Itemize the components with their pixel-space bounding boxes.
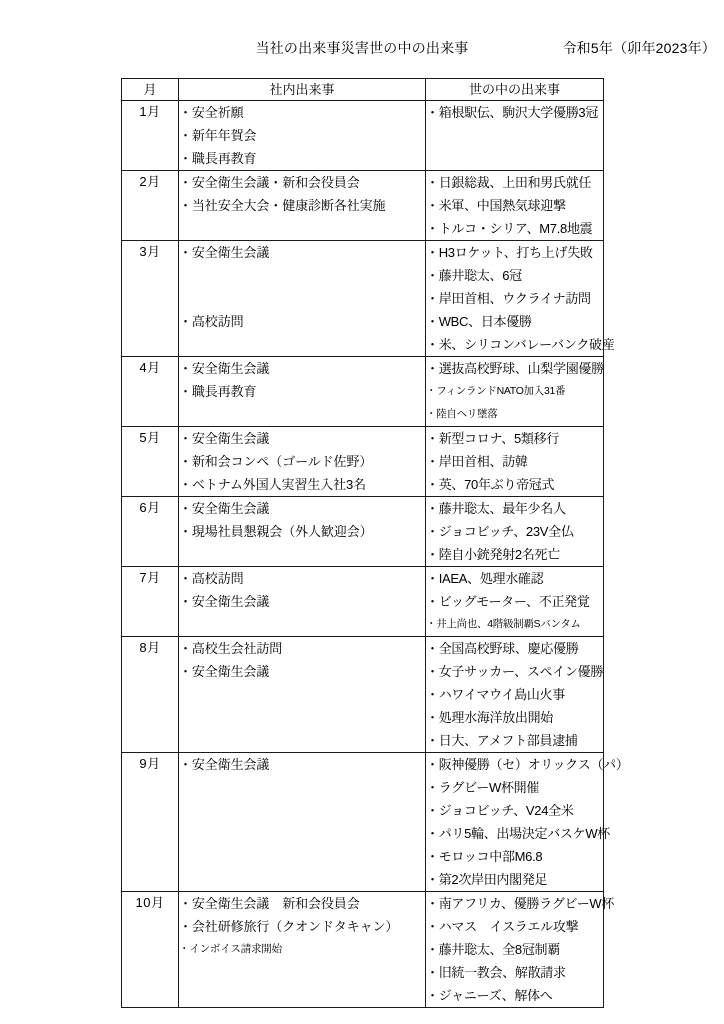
table-row: [122, 753, 604, 892]
bullet-icon: ・: [179, 757, 192, 772]
bullet-icon: ・: [426, 803, 439, 818]
bullet-icon: ・: [426, 896, 439, 911]
table-body: [122, 101, 629, 1008]
internal-events-cell: [179, 892, 426, 1008]
list-item: [179, 147, 425, 170]
list-item-label: 高校生会社訪問: [191, 641, 283, 656]
bullet-icon: ・: [426, 361, 439, 376]
document-header: [0, 38, 724, 60]
bullet-icon: ・: [426, 757, 439, 772]
list-item: [426, 333, 615, 356]
list-item: [426, 241, 603, 264]
table-row: [122, 101, 604, 171]
bullet-icon: ・: [426, 477, 439, 492]
list-item-label: 安全祈願: [191, 105, 244, 120]
list-item-label: トルコ・シリア、M7.8地震: [438, 221, 593, 236]
list-item: [179, 357, 425, 380]
list-item-label: 日銀総裁、上田和男氏就任: [438, 175, 592, 190]
list-item: [426, 380, 603, 403]
list-item-label: ビッグモーター、不正発覚: [438, 594, 590, 609]
bullet-icon: ・: [179, 175, 192, 190]
list-item: [426, 984, 603, 1007]
world-events-cell: [426, 427, 604, 497]
list-item: [179, 171, 425, 194]
list-item-label: 陸自小銃発射2名死亡: [438, 547, 560, 562]
table-row: [122, 637, 604, 753]
month-cell: 4月: [122, 357, 179, 427]
world-events-cell: [426, 171, 604, 241]
list-item: [179, 892, 425, 915]
list-item: [426, 171, 603, 194]
table-row: [122, 427, 604, 497]
list-item-label: 選抜高校野球、山梨学園優勝: [438, 361, 604, 376]
bullet-icon: ・: [426, 314, 439, 329]
table-row: [122, 241, 604, 357]
list-item-label: 新和会コンペ（ゴールド佐野）: [191, 454, 373, 469]
list-item: [426, 729, 603, 752]
list-item-label: 安全衛生会議: [191, 594, 270, 609]
month-cell: 10月: [122, 892, 179, 1008]
month-cell: 5月: [122, 427, 179, 497]
list-item-label: 会社研修旅行（クオンドタキャン）: [191, 919, 399, 934]
internal-events-cell: [179, 753, 426, 892]
bullet-icon: ・: [179, 664, 192, 679]
bullet-icon: ・: [426, 105, 439, 120]
list-item-label: パリ5輪、出場決定バスケW杯: [438, 826, 611, 841]
bullet-icon: ・: [426, 524, 439, 539]
bullet-icon: ・: [426, 385, 437, 397]
list-item: [179, 124, 425, 147]
bullet-icon: ・: [179, 384, 192, 399]
bullet-icon: ・: [179, 128, 192, 143]
bullet-icon: ・: [426, 664, 439, 679]
list-item-label: IAEA、処理水確認: [438, 571, 544, 586]
list-item-label: モロッコ中部M6.8: [438, 849, 543, 864]
list-item: [426, 776, 603, 799]
column-header-world: 世の中の出来事: [426, 79, 604, 101]
bullet-icon: ・: [426, 780, 439, 795]
bullet-icon: ・: [179, 477, 192, 492]
bullet-icon: ・: [426, 337, 439, 352]
bullet-icon: ・: [426, 641, 439, 656]
list-item: [426, 683, 603, 706]
bullet-icon: ・: [426, 919, 439, 934]
table-row: [122, 892, 604, 1008]
table-header-row: [122, 79, 604, 101]
bullet-icon: ・: [426, 245, 439, 260]
list-item: [426, 822, 611, 845]
list-item: [179, 567, 425, 590]
bullet-icon: ・: [426, 408, 437, 420]
list-item-label: ジャニーズ、解体へ: [438, 988, 553, 1003]
bullet-icon: ・: [179, 524, 192, 539]
internal-events-cell: [179, 241, 426, 357]
list-item: [426, 543, 603, 566]
era-date-label: 令和5年（卯年2023年）: [562, 40, 716, 56]
list-item: [426, 497, 603, 520]
list-item-label: 箱根駅伝、駒沢大学優勝3冠: [438, 105, 599, 120]
table-row: [122, 171, 604, 241]
world-events-cell: [426, 357, 604, 427]
list-item-label: 新型コロナ、5類移行: [438, 431, 560, 446]
bullet-icon: ・: [179, 245, 192, 260]
list-item: [426, 915, 603, 938]
bullet-icon: ・: [426, 733, 439, 748]
world-events-cell: [426, 497, 604, 567]
bullet-icon: ・: [426, 710, 439, 725]
bullet-icon: ・: [179, 594, 192, 609]
list-item-label: 全国高校野球、慶応優勝: [438, 641, 579, 656]
list-item: [426, 101, 603, 124]
list-item-label: 職長再教育: [191, 384, 257, 399]
bullet-icon: ・: [426, 942, 439, 957]
events-table: [121, 78, 629, 1008]
month-cell: 7月: [122, 567, 179, 637]
bullet-icon: ・: [179, 314, 192, 329]
list-item: [179, 310, 425, 333]
list-item-label: 現場社員懇親会（外人歓迎会）: [191, 524, 373, 539]
list-item-label: 藤井聡太、最年少名人: [438, 501, 566, 516]
list-item: [179, 590, 425, 613]
list-item-label: 高校訪問: [191, 314, 244, 329]
bullet-icon: ・: [426, 571, 439, 586]
page-title: 当社の出来事災害世の中の出来事: [255, 40, 469, 56]
list-item-label: 英、70年ぶり帝冠式: [438, 477, 555, 492]
list-item-label: 女子サッカー、スペイン優勝: [438, 664, 604, 679]
list-item-label: 岸田首相、訪韓: [438, 454, 528, 469]
list-item: [426, 753, 629, 776]
list-item: [426, 520, 603, 543]
list-item-label: 安全衛生会議: [191, 501, 270, 516]
bullet-icon: ・: [179, 361, 192, 376]
list-item: [426, 613, 603, 636]
list-item: [426, 637, 603, 660]
table-row: [122, 497, 604, 567]
list-item-label: 南アフリカ、優勝ラグビーW杯: [438, 896, 615, 911]
list-item: [179, 194, 425, 217]
bullet-icon: ・: [426, 431, 439, 446]
list-item: [426, 799, 603, 822]
bullet-icon: ・: [426, 454, 439, 469]
month-cell: 6月: [122, 497, 179, 567]
list-item: [179, 101, 425, 124]
list-item-label: ハワイマウイ島山火事: [438, 687, 565, 702]
bullet-icon: ・: [426, 687, 439, 702]
list-item: [426, 427, 603, 450]
list-item: [426, 473, 603, 496]
list-item: [426, 194, 603, 217]
list-item: [426, 868, 603, 891]
bullet-icon: ・: [426, 965, 439, 980]
bullet-icon: ・: [179, 198, 192, 213]
list-item-label: 安全衛生会議: [191, 431, 270, 446]
month-cell: 1月: [122, 101, 179, 171]
list-item-label: 新年年賀会: [191, 128, 257, 143]
list-item: [426, 287, 603, 310]
list-item-label: 阪神優勝（セ）オリックス（パ）: [438, 757, 629, 772]
bullet-icon: ・: [426, 175, 439, 190]
events-table-container: [121, 78, 629, 1008]
list-item: [179, 938, 425, 961]
list-item-label: ベトナム外国人実習生入社3名: [191, 477, 367, 492]
list-item: [179, 660, 425, 683]
internal-events-cell: [179, 427, 426, 497]
internal-events-cell: [179, 171, 426, 241]
bullet-icon: ・: [426, 547, 439, 562]
list-item: [426, 590, 603, 613]
bullet-icon: ・: [179, 454, 192, 469]
bullet-icon: ・: [426, 988, 439, 1003]
bullet-icon: ・: [426, 594, 439, 609]
bullet-icon: ・: [179, 896, 192, 911]
list-item: [426, 310, 603, 333]
list-item-label: H3ロケット、打ち上げ失敗: [438, 245, 593, 260]
list-item: [426, 264, 603, 287]
bullet-icon: ・: [179, 501, 192, 516]
world-events-cell: [426, 241, 615, 357]
internal-events-cell: [179, 567, 426, 637]
bullet-icon: ・: [426, 618, 437, 630]
world-events-cell: [426, 637, 604, 753]
table-row: [122, 567, 604, 637]
world-events-cell: [426, 567, 604, 637]
list-item-label: ラグビーW杯開催: [438, 780, 540, 795]
list-item: [426, 357, 603, 380]
list-item: [179, 520, 425, 543]
list-item-label: 安全衛生会議 新和会役員会: [191, 896, 360, 911]
list-item-label: 岸田首相、ウクライナ訪問: [438, 291, 591, 306]
list-item: [179, 637, 425, 660]
bullet-icon: ・: [426, 872, 439, 887]
internal-events-cell: [179, 497, 426, 567]
list-item-label: インボイス請求開始: [189, 943, 282, 955]
list-item: [179, 450, 425, 473]
internal-events-cell: [179, 101, 426, 171]
bullet-icon: ・: [179, 641, 192, 656]
bullet-icon: ・: [426, 291, 439, 306]
bullet-icon: ・: [179, 571, 192, 586]
list-item: [426, 660, 603, 683]
list-item: [179, 264, 425, 287]
list-item-label: 井上尚也、4階級制覇Sバンタム: [436, 618, 581, 630]
bullet-icon: ・: [179, 919, 192, 934]
bullet-icon: ・: [179, 105, 192, 120]
list-item-label: 日大、アメフト部員逮捕: [438, 733, 578, 748]
list-item: [426, 217, 603, 240]
bullet-icon: ・: [426, 501, 439, 516]
list-item: [426, 450, 603, 473]
list-item-label: 米軍、中国熱気球迎撃: [438, 198, 566, 213]
bullet-icon: ・: [426, 849, 439, 864]
list-item-label: フィンランドNATO加入31番: [436, 385, 566, 397]
column-header-month: 月: [122, 79, 179, 101]
list-item-label: 安全衛生会議: [191, 757, 270, 772]
world-events-cell: [426, 753, 629, 892]
list-item-label: 藤井聡太、6冠: [438, 268, 522, 283]
list-item-label: WBC、日本優勝: [438, 314, 532, 329]
list-item-label: 第2次岸田内閣発足: [438, 872, 548, 887]
month-cell: 9月: [122, 753, 179, 892]
list-item-label: 安全衛生会議: [191, 664, 270, 679]
list-item-label: ジョコビッチ、23V全仏: [438, 524, 574, 539]
bullet-icon: ・: [426, 268, 439, 283]
list-item-label: 処理水海洋放出開始: [438, 710, 554, 725]
world-events-cell: [426, 892, 615, 1008]
internal-events-cell: [179, 637, 426, 753]
list-item: [179, 380, 425, 403]
list-item-label: 高校訪問: [191, 571, 244, 586]
list-item-label: 安全衛生会議: [191, 245, 270, 260]
list-item: [179, 753, 425, 776]
list-item: [426, 961, 603, 984]
month-cell: 3月: [122, 241, 179, 357]
column-header-internal: 社内出来事: [179, 79, 426, 101]
bullet-icon: ・: [426, 198, 439, 213]
bullet-icon: ・: [179, 943, 190, 955]
list-item: [179, 241, 425, 264]
list-item-label: ジョコビッチ、V24全米: [438, 803, 574, 818]
bullet-icon: ・: [426, 826, 439, 841]
list-item: [179, 473, 425, 496]
list-item-label: 当社安全大会・健康診断各社実施: [191, 198, 386, 213]
list-item: [426, 845, 603, 868]
list-item: [426, 938, 603, 961]
list-item-label: 藤井聡太、全8冠制覇: [438, 942, 560, 957]
list-item: [426, 892, 615, 915]
list-item: [426, 567, 603, 590]
list-item: [179, 427, 425, 450]
bullet-icon: ・: [179, 431, 192, 446]
list-item-label: 安全衛生会議: [191, 361, 270, 376]
list-item: [426, 706, 603, 729]
list-item-label: 職長再教育: [191, 151, 257, 166]
list-item: [179, 915, 425, 938]
bullet-icon: ・: [179, 151, 192, 166]
list-item-label: 旧統一教会、解散請求: [438, 965, 566, 980]
month-cell: 2月: [122, 171, 179, 241]
list-item: [179, 497, 425, 520]
month-cell: 8月: [122, 637, 179, 753]
list-item-label: 米、シリコンバレーバンク破産: [438, 337, 615, 352]
bullet-icon: ・: [426, 221, 439, 236]
list-item: [426, 403, 603, 426]
table-row: [122, 357, 604, 427]
list-item: [179, 287, 425, 310]
world-events-cell: [426, 101, 604, 171]
list-item-label: 陸自ヘリ墜落: [436, 408, 498, 420]
internal-events-cell: [179, 357, 426, 427]
list-item-label: 安全衛生会議・新和会役員会: [191, 175, 360, 190]
list-item-label: ハマス イスラエル攻撃: [438, 919, 579, 934]
